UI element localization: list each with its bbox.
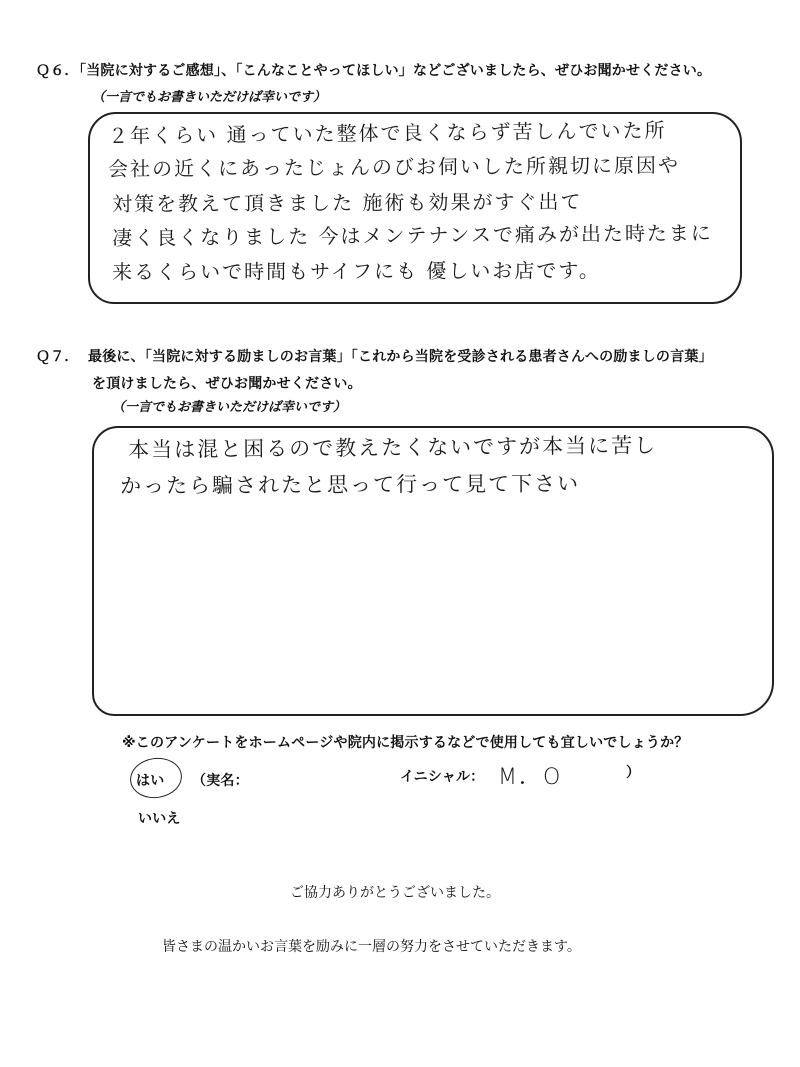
q6-answer-line-3: 対策を教えて頂きました 施術も効果がすぐ出て [112, 189, 583, 216]
initial-value: M．O [498, 765, 563, 790]
q7-label: Ｑ７． [36, 349, 79, 365]
q6-answer-line-1: ２年くらい 通っていた整体で良くならず苦しんでいた所 [108, 118, 667, 148]
thanks-text: ご協力ありがとうございました。 [290, 885, 500, 901]
realname-label: （実名： [192, 773, 249, 789]
consent-question: ※このアンケートをホームページや院内に掲示するなどで使用しても宜しいでしょうか？ [122, 735, 689, 751]
initial-close-paren: ） [626, 765, 641, 781]
q6-answer-line-2: 会社の近くにあったじょんのびお伺いした所親切に原因や [108, 153, 680, 181]
q6-subtitle: （一言でもお書きいただけば幸いです） [92, 90, 327, 105]
q7-question-line-1: 最後に、「当院に対する励ましのお言葉」「これから当院を受診される患者さんへの励ましの言葉」 [88, 349, 713, 365]
q6-answer-line-5: 来るくらいで時間もサイフにも 優しいお店です。 [112, 258, 601, 284]
q6-question: 「当院に対するご感想」、「こんなことやってほしい」などございましたら、ぜひお聞かせください。 [72, 63, 712, 79]
q7-answer-line-1: 本当は混と困るので教えたくないですが本当に苦し [128, 433, 658, 462]
q7-answer-line-2: かったら騙されたと思って行って見て下さい [120, 471, 581, 498]
closing-message: 皆さまの温かいお言葉を励みに一層の努力をさせていただきます。 [162, 939, 581, 955]
q6-answer-line-4: 凄く良くなりました 今はメンテナンスで痛みが出た時たまに [112, 220, 713, 250]
consent-yes-option[interactable]: はい [136, 773, 165, 789]
initial-label: イニシャル： [400, 769, 485, 785]
consent-no-option[interactable]: いいえ [138, 811, 181, 827]
q7-question-line-2: を頂けましたら、ぜひお聞かせください。 [92, 376, 362, 392]
q7-subtitle: （一言でもお書きいただけば幸いです） [112, 400, 347, 415]
q6-label: Ｑ６． [36, 63, 79, 79]
